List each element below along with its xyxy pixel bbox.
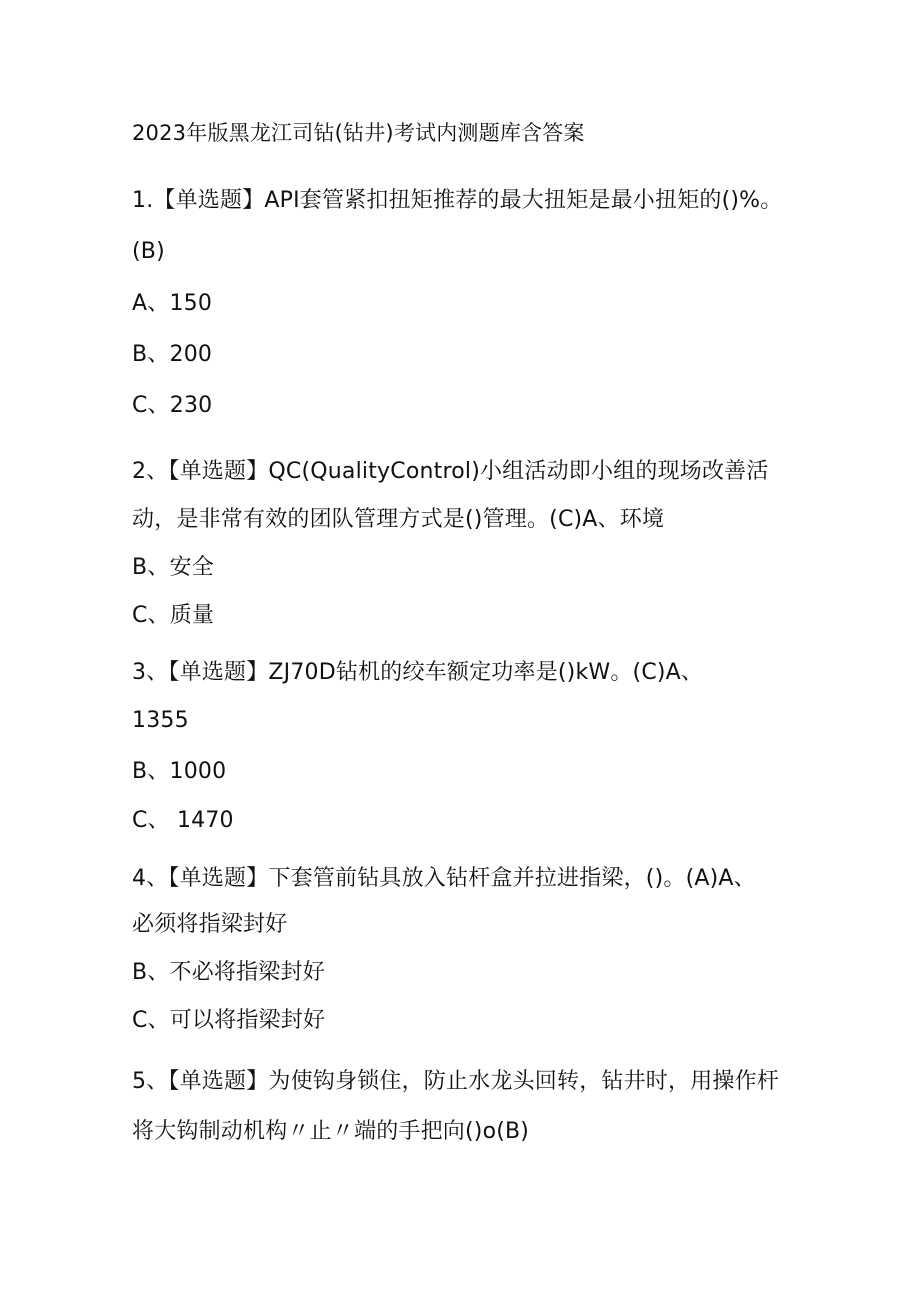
question-4-option-a: 必须将指梁封好 — [132, 912, 288, 937]
question-2-option-b: B、安全 — [132, 555, 214, 580]
question-1-option-c: C、230 — [132, 393, 213, 418]
question-4-option-c: C、可以将指梁封好 — [132, 1008, 326, 1033]
document-title: 2023年版黑龙江司钻(钻井)考试内测题库含答案 — [132, 121, 585, 145]
question-3-line-1: 3、【单选题】ZJ70D钻机的绞车额定功率是()kW。(C)A、 — [132, 660, 704, 685]
question-4-line-1: 4、【单选题】下套管前钻具放入钻杆盒并拉进指梁，()。(A)A、 — [132, 866, 756, 891]
question-2-option-c: C、质量 — [132, 603, 215, 628]
question-4-option-b: B、不必将指梁封好 — [132, 960, 325, 985]
question-2-line-2: 动，是非常有效的团队管理方式是()管理。(C)A、环境 — [132, 507, 665, 532]
question-1-line-1: 1.【单选题】API套管紧扣扭矩推荐的最大扭矩是最小扭矩的()%。 — [132, 188, 783, 213]
question-3-option-c: C、 1470 — [132, 808, 234, 833]
question-1-answer: (B) — [132, 239, 165, 264]
question-2-line-1: 2、【单选题】QC(QualityControl)小组活动即小组的现场改善活 — [132, 459, 769, 484]
question-1-option-b: B、200 — [132, 342, 213, 367]
question-5-line-2: 将大钩制动机构〃止〃端的手把向()o(B) — [132, 1119, 530, 1144]
question-1-option-a: A、150 — [132, 291, 213, 316]
question-3-option-b: B、1000 — [132, 759, 227, 784]
question-3-option-a-value: 1355 — [132, 708, 189, 733]
question-5-line-1: 5、【单选题】为使钩身锁住，防止水龙头回转，钻井时，用操作杆 — [132, 1069, 779, 1094]
